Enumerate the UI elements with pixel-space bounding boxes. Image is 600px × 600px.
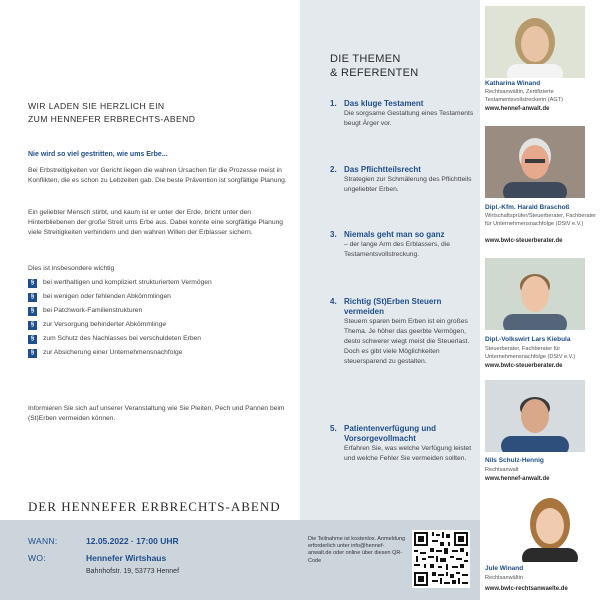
invitation-line-1: WIR LADEN SIE HERZLICH EIN xyxy=(28,101,165,111)
list-item: § zur Versorgung behinderter Abkömmlinge xyxy=(28,320,290,330)
speaker-photo xyxy=(485,380,585,452)
speaker-website-link[interactable]: www.bwlc-steuerberater.de xyxy=(485,363,563,369)
event-address: Bahnhofstr. 19, 53773 Hennef xyxy=(86,568,180,575)
portrait-image xyxy=(500,490,600,562)
topic-description: Steuern sparen beim Erben ist ein großes Thema. Je höher das geerbte Vermögen, desto schwerer wiegt meist die Steuerlast. Doch es gibt viele Möglichkeiten steuersparend zu gestalten. xyxy=(344,318,470,365)
event-venue: Hennefer Wirtshaus xyxy=(86,553,167,563)
portrait-image xyxy=(485,380,585,452)
section-sign-icon: § xyxy=(28,279,37,288)
speaker-name: Jule Winand xyxy=(485,565,524,572)
section-sign-icon: § xyxy=(28,307,37,316)
list-item: § bei wenigen oder fehlenden Abkömmlingen xyxy=(28,292,290,302)
topic-4 xyxy=(330,297,478,367)
topic-description: Erfahren Sie, was welche Verfügung leistet und welche Fehler Sie vermeiden sollten. xyxy=(344,445,472,462)
speaker-role: Rechtsanwältin xyxy=(485,575,523,581)
list-item: § bei Patchwork-Familienstrukturen xyxy=(28,306,290,316)
section-sign-icon: § xyxy=(28,335,37,344)
topic-title: Niemals geht man so ganz xyxy=(344,230,445,239)
speaker-name: Dipl.-Kfm. Harald Braschoß xyxy=(485,204,570,211)
invitation-column xyxy=(0,0,300,520)
speaker-role: Rechtsanwalt xyxy=(485,467,519,473)
intro-paragraph-2: Ein geliebter Mensch stirbt, und kaum ist er unter der Erde, bricht unter den Hinterbliebenen der große Streit ums Erbe aus. Dabei konnte eine sorgfältige Planung viele Streitigkeiten verhindern und den wahren Willen der Erblasser sichern. xyxy=(28,209,284,236)
topic-description: Die sorgsame Gestaltung eines Testaments beugt Ärger vor. xyxy=(344,110,474,127)
speaker-photo xyxy=(485,126,585,198)
speaker-photo xyxy=(500,490,600,562)
where-label: WO: xyxy=(28,553,46,563)
registration-note: Die Teilnahme ist kostenlos. Anmeldung erforderlich unter info@hennef-anwalt.de oder online über diesen QR-Code xyxy=(308,536,406,564)
speaker-name: Dipl.-Volkswirt Lars Kiebula xyxy=(485,336,571,343)
topic-title: Richtig (St)Erben Steuern vermeiden xyxy=(344,297,442,316)
list-item: § zur Absicherung einer Unternehmensnachfolge xyxy=(28,348,290,358)
event-date-time: 12.05.2022 · 17:00 UHR xyxy=(86,536,179,546)
list-item: § bei werthaltigen und kompliziert strukturiertem Vermögen xyxy=(28,278,290,288)
portrait-image xyxy=(485,126,585,198)
speaker-website-link[interactable]: www.hennef-anwalt.de xyxy=(485,106,550,112)
topic-title: Das Pflichtteilsrecht xyxy=(344,165,421,174)
section-sign-icon: § xyxy=(28,321,37,330)
themes-column xyxy=(300,0,480,520)
topic-number: 5. xyxy=(330,424,337,433)
topic-description: Strategien zur Schmälerung des Pflichtteils ungeliebter Erben. xyxy=(344,176,472,193)
reasons-list xyxy=(28,278,290,362)
topic-5 xyxy=(330,424,478,464)
event-headline: DER HENNEFER ERBRECHTS-ABEND xyxy=(28,499,281,514)
portrait-image xyxy=(485,258,585,330)
topic-1 xyxy=(330,99,478,129)
speaker-website-link[interactable]: www.hennef-anwalt.de xyxy=(485,476,550,482)
portrait-image xyxy=(485,6,585,78)
intro-paragraph-4: Informieren Sie sich auf unserer Veranstaltung wie Sie Pleiten, Pech und Pannen beim (St)Erben vermeiden können. xyxy=(28,405,285,422)
section-sign-icon: § xyxy=(28,349,37,358)
topic-3 xyxy=(330,230,478,260)
topic-title: Patientenverfügung und Vorsorgevollmacht xyxy=(344,424,436,443)
list-item: § zum Schutz des Nachlasses bei verschuldeten Erben xyxy=(28,334,290,344)
topic-number: 4. xyxy=(330,297,337,306)
topic-number: 2. xyxy=(330,165,337,174)
themes-title: DIE THEMEN & REFERENTEN xyxy=(330,53,419,79)
topic-description: – der lange Arm des Erblassers, die Testamentsvollstreckung. xyxy=(344,241,450,258)
intro-lead: Nie wird so viel gestritten, wie ums Erbe... xyxy=(28,151,168,158)
event-details-footer xyxy=(0,520,480,600)
speaker-role: Wirtschaftsprüfer/Steuerberater, Fachberater für Unternehmensnachfolge (DStV e.V.) xyxy=(485,213,596,227)
speakers-column xyxy=(480,0,600,600)
qr-code-icon xyxy=(412,530,470,588)
speaker-photo xyxy=(485,258,585,330)
speaker-photo xyxy=(485,6,585,78)
speaker-website-link[interactable]: www.bwlc-steuerberater.de xyxy=(485,238,563,244)
when-label: WANN: xyxy=(28,536,58,546)
topic-number: 1. xyxy=(330,99,337,108)
invitation-line-2: ZUM HENNEFER ERBRECHTS-ABEND xyxy=(28,114,196,124)
intro-paragraph-3: Dies ist insbesondere wichtig xyxy=(28,265,115,272)
topic-title: Das kluge Testament xyxy=(344,99,424,108)
speaker-website-link[interactable]: www.bwlc-rechtsanwaelte.de xyxy=(485,586,568,592)
registration-qr-code[interactable] xyxy=(412,530,470,588)
section-sign-icon: § xyxy=(28,293,37,302)
topic-number: 3. xyxy=(330,230,337,239)
invitation-heading xyxy=(28,100,195,126)
topic-2 xyxy=(330,165,478,195)
speaker-name: Nils Schulz-Hennig xyxy=(485,457,544,464)
speaker-role: Rechtsanwältin, Zertifizierte Testamentsvollstreckerin (AGT) xyxy=(485,89,564,103)
speaker-name: Katharina Winand xyxy=(485,80,541,87)
intro-paragraph-1: Bei Erbstreitigkeiten vor Gericht liegen die wahren Ursachen für die Prozesse meist in Konflikten, die es schon zu Lebzeiten gab. Die beste Prävention ist sorgfältige Planung. xyxy=(28,167,287,184)
speaker-role: Steuerberater, Fachberater für Unternehmensnachfolge (DStV e.V.) xyxy=(485,346,576,360)
